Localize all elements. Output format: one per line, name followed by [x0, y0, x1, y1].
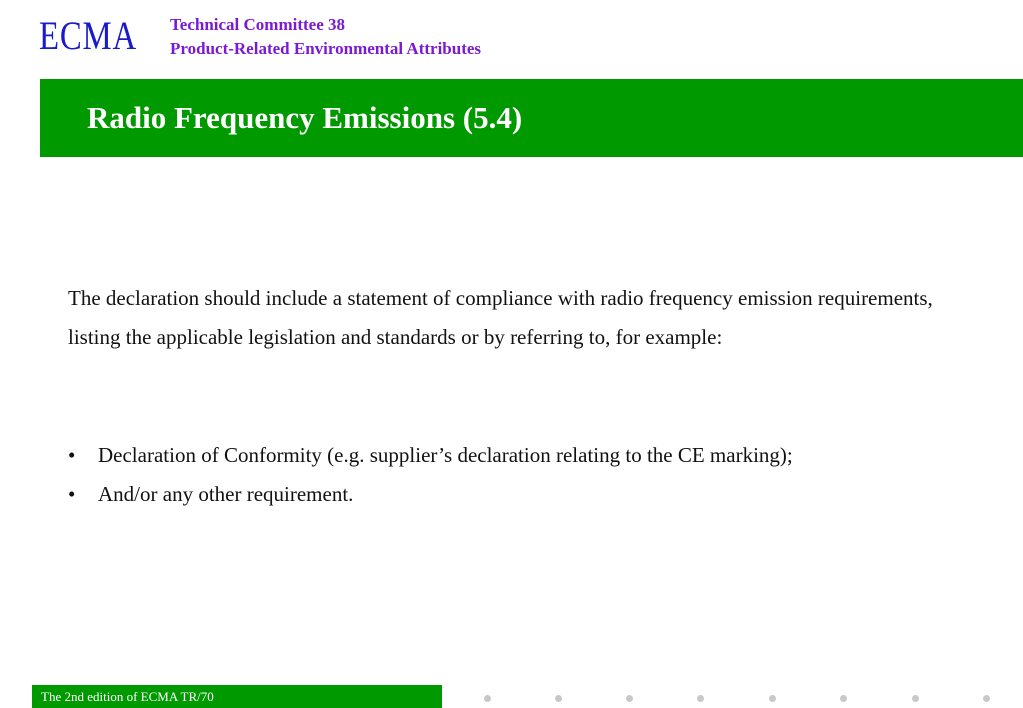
bullet-item	[68, 436, 793, 475]
nav-dot-icon[interactable]	[484, 695, 491, 702]
bullet-icon: •	[68, 482, 76, 506]
committee-name: Technical Committee 38	[170, 15, 346, 34]
nav-dot-icon[interactable]	[912, 695, 919, 702]
nav-dot-icon[interactable]	[555, 695, 562, 702]
slide-title: Radio Frequency Emissions (5.4)	[87, 100, 523, 135]
bullet-item	[68, 475, 793, 514]
slide-body	[68, 279, 978, 357]
ecma-logo: ECMA	[39, 12, 138, 58]
nav-dot-icon[interactable]	[626, 695, 633, 702]
body-paragraph: The declaration should include a statement of compliance with radio frequency emission requirements, listing the applicable legislation and standards or by referring to, for example:	[68, 286, 933, 349]
bullet-text: Declaration of Conformity (e.g. supplier’s declaration relating to the CE marking);	[98, 443, 793, 467]
nav-dot-icon[interactable]	[769, 695, 776, 702]
bullet-icon: •	[68, 443, 76, 467]
nav-dot-icon[interactable]	[983, 695, 990, 702]
nav-dot-icon[interactable]	[697, 695, 704, 702]
committee-subtitle: Product-Related Environmental Attributes	[170, 39, 482, 58]
bullet-text: And/or any other requirement.	[98, 482, 354, 506]
title-bar	[40, 79, 1023, 157]
footer-text: The 2nd edition of ECMA TR/70	[41, 689, 214, 704]
slide-navigation	[0, 695, 1023, 703]
bullet-list	[68, 436, 793, 514]
nav-dot-icon[interactable]	[840, 695, 847, 702]
committee-info	[170, 13, 481, 61]
